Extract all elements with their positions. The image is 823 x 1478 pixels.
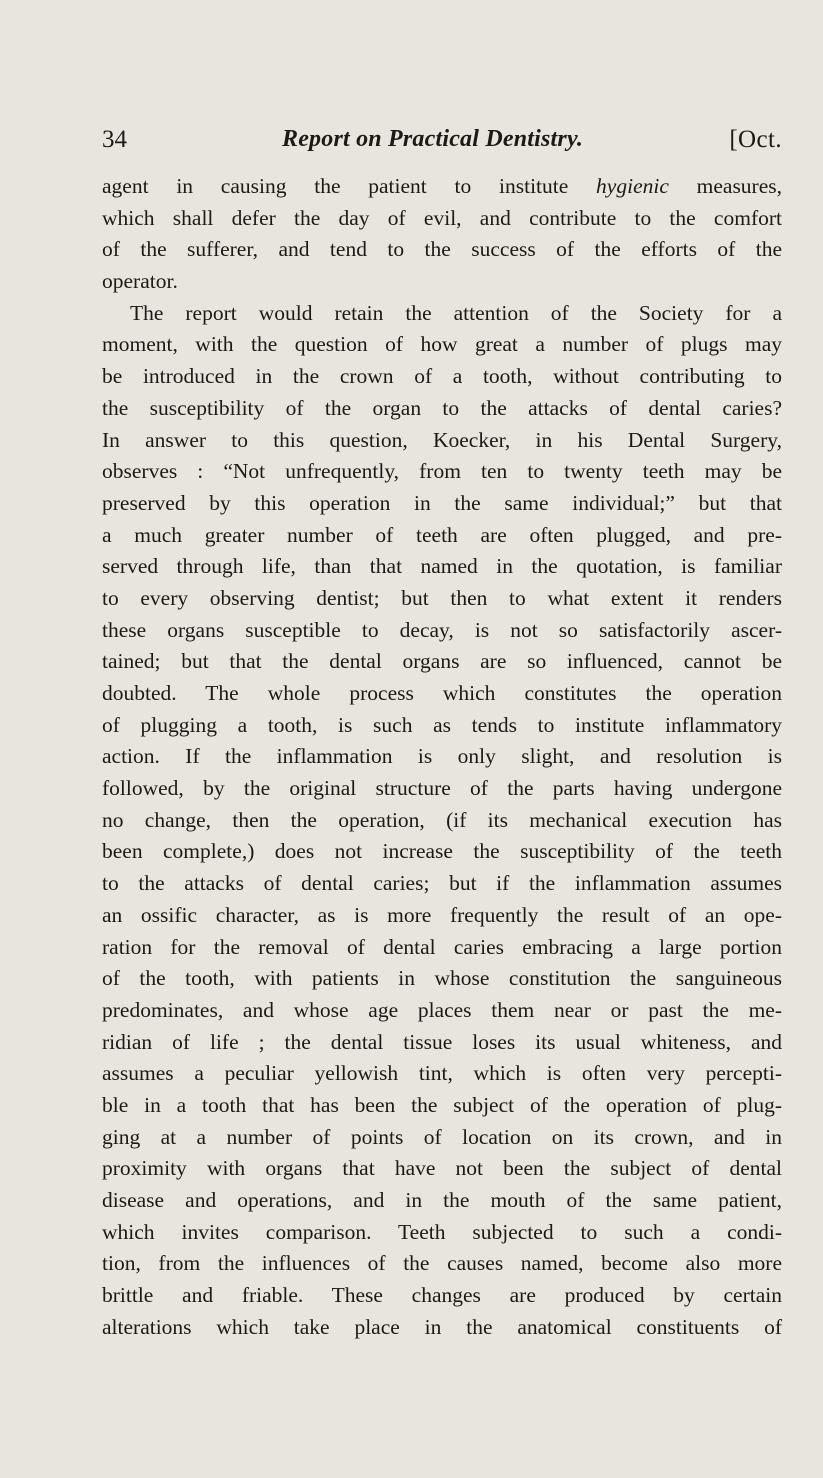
- text-line: tained; but that the dental organs are so influenced, cannot be: [102, 649, 782, 674]
- text-line: of the tooth, with patients in whose constitution the sanguineous: [102, 966, 782, 991]
- text-line: action. If the inflammation is only slight, and resolution is: [102, 744, 782, 769]
- text-line: the susceptibility of the organ to the attacks of dental caries?: [102, 395, 782, 420]
- text-line: be introduced in the crown of a tooth, without contributing to: [102, 364, 782, 389]
- text-line: In answer to this question, Koecker, in his Dental Surgery,: [102, 427, 782, 452]
- text-line: disease and operations, and in the mouth of the same patient,: [102, 1188, 782, 1212]
- text-line: followed, by the original structure of the parts having undergone: [102, 776, 782, 801]
- text-line: these organs susceptible to decay, is not so satisfactorily ascer-: [102, 617, 782, 642]
- month-label: [Oct.: [729, 126, 782, 153]
- text-line: tion, from the influences of the causes named, become also more: [102, 1251, 782, 1276]
- body-text: [102, 171, 782, 1343]
- text-line: operator.: [102, 269, 178, 294]
- text-line: observes : “Not unfrequently, from ten to twenty teeth may be: [102, 459, 782, 484]
- text-line: The report would retain the attention of the Society for a: [130, 300, 782, 325]
- text-line: no change, then the operation, (if its mechanical execution has: [102, 807, 782, 832]
- text-line: an ossific character, as is more frequently the result of an ope-: [102, 902, 782, 927]
- text-line: which shall defer the day of evil, and contribute to the comfort: [102, 205, 782, 230]
- text-line: ration for the removal of dental caries embracing a large portion: [102, 934, 782, 959]
- text-line: proximity with organs that have not been the subject of dental: [102, 1156, 782, 1181]
- text-line: ridian of life ; the dental tissue loses its usual whiteness, and: [102, 1029, 782, 1054]
- text-line: ble in a tooth that has been the subject of the operation of plug-: [102, 1092, 782, 1117]
- text-line: ging at a number of points of location on its crown, and in: [102, 1124, 782, 1149]
- text-line: been complete,) does not increase the susceptibility of the teeth: [102, 839, 782, 864]
- page-header: [102, 122, 782, 162]
- text-line: to the attacks of dental caries; but if the inflammation assumes: [102, 871, 782, 896]
- text-line: served through life, than that named in the quotation, is familiar: [102, 554, 782, 579]
- text-line: assumes a peculiar yellowish tint, which is often very percepti-: [102, 1061, 782, 1086]
- page-number: 34: [102, 126, 127, 153]
- text-line: a much greater number of teeth are often plugged, and pre-: [102, 522, 782, 547]
- running-title: Report on Practical Dentistry.: [282, 126, 584, 152]
- text-line: alterations which take place in the anatomical constituents of: [102, 1314, 782, 1339]
- text-line: [102, 171, 782, 203]
- text-line: preserved by this operation in the same individual;” but that: [102, 490, 782, 515]
- text-run: measures,: [668, 174, 783, 198]
- text-line: of the sufferer, and tend to the success of the efforts of the: [102, 237, 782, 262]
- text-line: predominates, and whose age places them near or past the me-: [102, 997, 782, 1022]
- italic-term: hygienic: [596, 174, 669, 198]
- text-line: moment, with the question of how great a number of plugs may: [102, 332, 782, 357]
- text-line: doubted. The whole process which constitutes the operation: [102, 681, 782, 705]
- text-run: agent in causing the patient to institute: [102, 174, 597, 198]
- text-line: of plugging a tooth, is such as tends to institute inflammatory: [102, 712, 782, 737]
- text-line: brittle and friable. These changes are produced by certain: [102, 1283, 782, 1308]
- text-line: to every observing dentist; but then to what extent it renders: [102, 585, 782, 610]
- text-line: which invites comparison. Teeth subjected to such a condi-: [102, 1219, 782, 1244]
